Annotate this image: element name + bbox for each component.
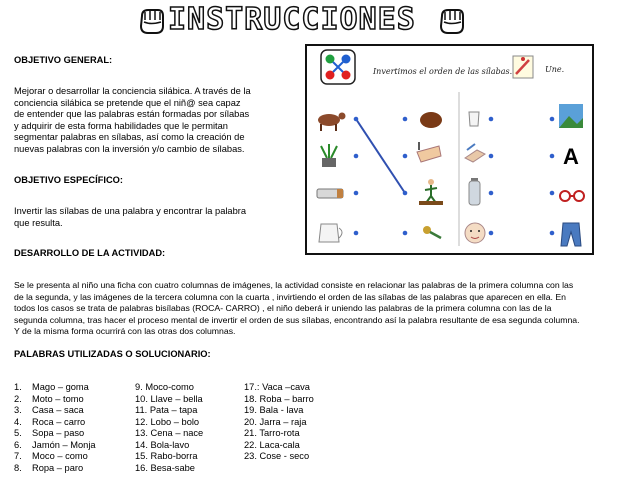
farmer-icon — [419, 179, 443, 205]
dot[interactable] — [489, 154, 494, 159]
list-item: 7. Moco – como — [14, 451, 88, 461]
landscape-icon — [559, 104, 583, 128]
dot[interactable] — [354, 154, 359, 159]
page-title: INSTRUCCIONES — [168, 2, 416, 37]
dot[interactable] — [550, 231, 555, 236]
text-line: conciencia silábica se pretende que el niñ@ sea capaz — [14, 97, 241, 108]
objetivo-general-text — [14, 86, 299, 155]
jug-icon — [319, 224, 342, 242]
list-item: 9. Moco-como — [135, 382, 194, 392]
worksheet-title: Invertimos el orden de las sílabas. — [373, 67, 513, 76]
text-line: segunda columna, tras hacer el proceso mental de invertir el orden de sus sílabas, encontrando así la palabra resultante de esa segunda columna. — [14, 314, 580, 325]
palabras-heading: PALABRAS UTILIZADAS O SOLUCIONARIO: — [14, 349, 211, 359]
list-item: 21. Tarro-rota — [244, 428, 300, 438]
text-line: Se le presenta al niño una ficha con cuatro columnas de imágenes, la actividad consiste en relacionar las palabras de la primera columna con las — [14, 280, 574, 290]
face-icon — [465, 223, 485, 243]
text-line: Mejorar o desarrollar la conciencia silábica. A través de la — [14, 86, 251, 96]
word-list-col-2 — [135, 382, 203, 474]
list-item: 5. Sopa – paso — [14, 428, 85, 438]
desarrollo-heading: DESARROLLO DE LA ACTIVIDAD: — [14, 248, 166, 258]
cup-icon — [469, 112, 479, 126]
list-item: 23. Cose - seco — [244, 451, 310, 461]
list-item: 20. Jarra – raja — [244, 416, 307, 427]
key-icon — [423, 226, 441, 238]
text-line: segmentar palabras en sílabas, así como la creación de — [14, 132, 245, 142]
list-item: 4. Roca – carro — [14, 416, 86, 427]
dot[interactable] — [403, 191, 408, 196]
dot[interactable] — [550, 191, 555, 196]
pencil-icon — [513, 56, 533, 78]
plant-pot-icon — [321, 144, 337, 167]
dots — [354, 117, 555, 236]
text-line: y adquirir de esta forma habilidades que le permitan — [14, 120, 228, 131]
hand-icon — [417, 142, 441, 162]
arrows-logo-icon — [321, 50, 355, 84]
dot[interactable] — [550, 154, 555, 159]
objetivo-especifico-text — [14, 206, 299, 229]
list-item: 13. Cena – nace — [135, 428, 204, 438]
glasses-icon — [560, 191, 584, 201]
battery-icon — [317, 189, 343, 198]
list-item: 17.: Vaca –cava — [244, 382, 310, 392]
text-line: Invertir las sílabas de una palabra y encontrar la palabra — [14, 206, 247, 216]
dot[interactable] — [403, 154, 408, 159]
text-line: de la segunda, y las imágenes de la tercera columna con la cuarta , invirtiendo el orden de las sílabas de las palabras que aparecen en ella. En — [14, 291, 566, 302]
word-list-col-1 — [14, 382, 96, 474]
dot[interactable] — [403, 117, 408, 122]
list-item: 14. Bola-lavo — [135, 439, 190, 450]
cow-icon — [318, 113, 346, 132]
text-line: de entender que las palabras están formadas por sílabas — [14, 109, 250, 119]
worksheet-drawing — [307, 46, 592, 253]
list-item: 12. Lobo – bolo — [135, 416, 200, 427]
worksheet-image — [305, 44, 594, 255]
text-line: Y de la misma forma ocurrirá con las otras dos columnas. — [14, 326, 236, 336]
list-item: 6. Jamón – Monja — [14, 439, 96, 450]
list-item: 2. Moto – tomo — [14, 393, 84, 404]
dot[interactable] — [354, 231, 359, 236]
list-item: 11. Pata – tapa — [135, 405, 198, 415]
objetivo-general-heading: OBJETIVO GENERAL: — [14, 55, 113, 65]
dot[interactable] — [489, 117, 494, 122]
list-item: 10. Llave – bella — [135, 393, 203, 404]
text-line: todos los casos se trata de palabras bisílabas (ROCA- CARRO) , el niño deberá ir uniendo las palabras de la primera columna con las de la — [14, 303, 552, 313]
list-item: 18. Roba – barro — [244, 393, 314, 404]
fist-icon — [436, 6, 466, 36]
hands-icon — [465, 144, 485, 162]
rock-icon — [420, 112, 442, 128]
answer-line — [356, 119, 405, 193]
dot[interactable] — [354, 117, 359, 122]
list-item: 15. Rabo-borra — [135, 451, 198, 461]
letter-a: A — [563, 144, 579, 169]
word-list-col-3 — [244, 382, 314, 463]
bottle-icon — [469, 178, 480, 205]
list-item: 22. Laca-cala — [244, 439, 300, 450]
list-item: 16. Besa-sabe — [135, 462, 195, 473]
header — [136, 2, 466, 42]
jeans-icon — [561, 223, 581, 246]
list-item: 8. Ropa – paro — [14, 462, 84, 473]
dot[interactable] — [550, 117, 555, 122]
objetivo-especifico-heading: OBJETIVO ESPECÍFICO: — [14, 175, 123, 185]
fist-icon — [136, 6, 166, 36]
desarrollo-text — [14, 280, 634, 338]
dot[interactable] — [403, 231, 408, 236]
dot[interactable] — [354, 191, 359, 196]
dot[interactable] — [489, 191, 494, 196]
list-item: 19. Bala - lava — [244, 405, 304, 415]
text-line: nuevas palabras con la inversión y/o cambio de sílabas. — [14, 143, 245, 154]
worksheet-subtitle: Une. — [545, 65, 565, 74]
text-line: que resulta. — [14, 217, 63, 228]
list-item: 1. Mago – goma — [14, 382, 89, 392]
dot[interactable] — [489, 231, 494, 236]
list-item: 3. Casa – saca — [14, 405, 84, 415]
